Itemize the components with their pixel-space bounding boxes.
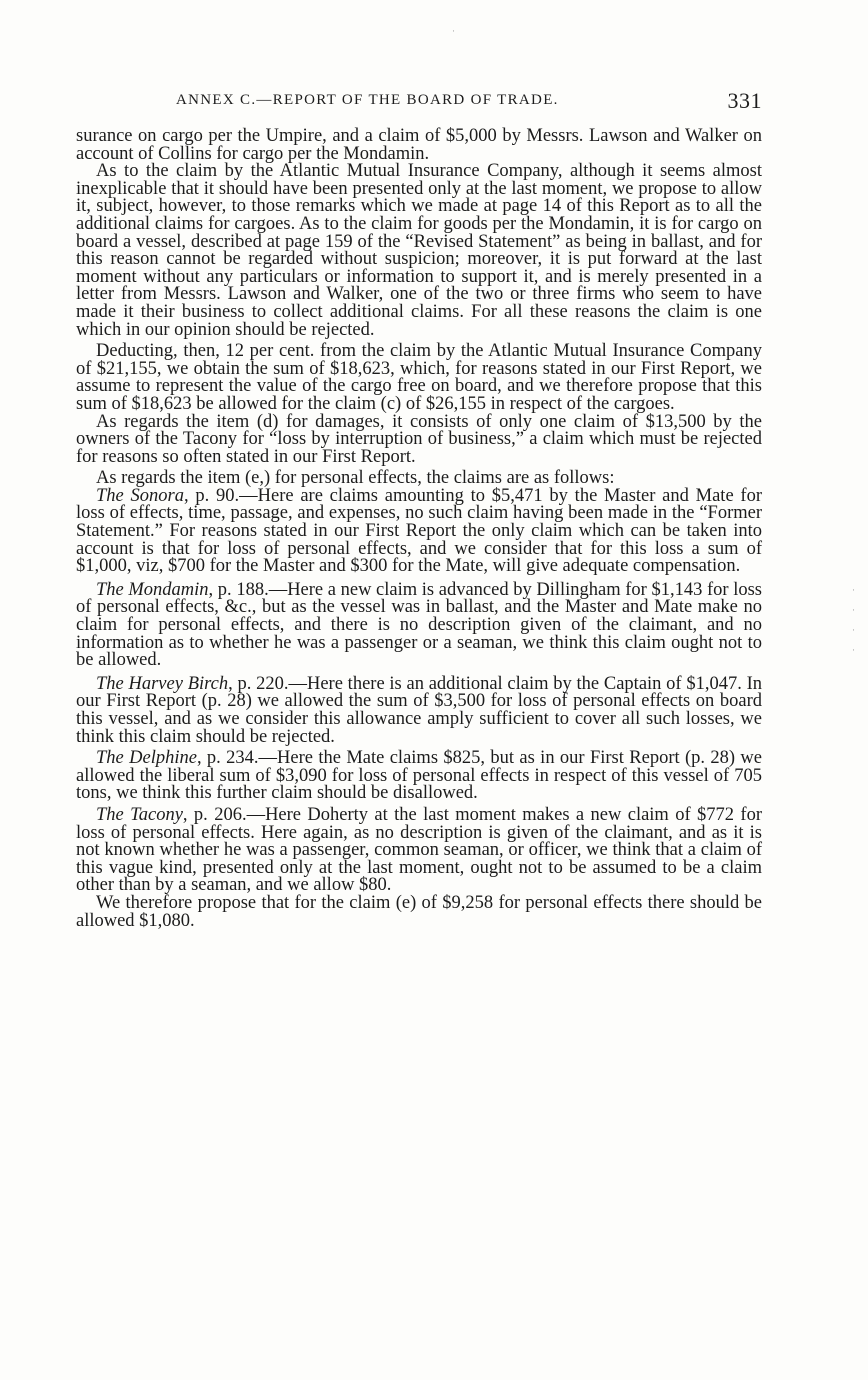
paragraph-text: , p. 188.—Here a new claim is advanced by Dillingham for $1,143 for loss of personal effects, &c., but as the vessel was in ballast, and the Master and Mate make no claim for personal effects, and there is no description given of the claimant, and no information as to whether he was a passenger or a seaman, we think this claim ought not to be allowed. <box>76 579 762 671</box>
paragraph <box>76 411 762 467</box>
paragraph <box>76 673 762 747</box>
running-head-title: ANNEX C.—REPORT OF THE BOARD OF TRADE. <box>176 92 559 108</box>
page-number: 331 <box>727 88 762 113</box>
running-head <box>76 88 766 120</box>
paragraph-text: As regards the item (e,) for personal effects, the claims are as follows: <box>96 468 615 489</box>
paragraph-lead: The Sonora <box>96 485 184 506</box>
paragraph-lead: The Delphine <box>96 748 197 769</box>
paragraph <box>76 128 762 163</box>
scan-speck: · <box>452 26 455 36</box>
paragraph-text: , p. 90.—Here are claims amounting to $5,471 by the Master and Mate for loss of effects, time, passage, and expenses, no such claim having been made in the “Former Statement.” For reasons stated in our First Report the only claim which can be taken into account is that for loss of personal effects, and we consider that for this loss a sum of $1,000, viz, $700 for the Master and $300 for the Mate, will give adequate compensation. <box>76 485 762 577</box>
paragraph <box>76 892 762 931</box>
paragraph <box>76 804 762 896</box>
paragraph-text: , p. 234.—Here the Mate claims $825, but as in our First Report (p. 28) we allowed the liberal sum of $3,090 for loss of personal effects in respect of this vessel of 705 tons, we think this further claim should be disallowed. <box>76 748 762 804</box>
paragraph <box>76 750 762 803</box>
paragraph <box>76 163 762 339</box>
paragraph-text: , p. 220.—Here there is an additional claim by the Captain of $1,047. In our First Report (p. 28) we allowed the sum of $3,500 for loss of personal effects on board this vessel, and as we consider this allowance amply sufficient to cover all such losses, we think this claim should be rejected. <box>76 673 762 747</box>
paragraph-text: surance on cargo per the Umpire, and a claim of $5,000 by Messrs. Lawson and Walker on account of Collins for cargo per the Mondamin. <box>76 126 762 164</box>
paragraph-lead: The Mondamin <box>96 579 209 600</box>
paragraph-text: We therefore propose that for the claim (e) of $9,258 for personal effects there should be allowed $1,080. <box>76 892 762 931</box>
body-text <box>76 128 762 930</box>
paragraph <box>76 343 762 413</box>
paragraph-text: As to the claim by the Atlantic Mutual Insurance Company, although it seems almost inexplicable that it should have been presented only at the last moment, we propose to allow it, subject, however, to those remarks which we made at page 14 of this Report as to all the additional claims for cargoes. As to the claim for goods per the Mondamin, it is for cargo on board a vessel, described at page 159 of the “Revised Statement” as being in ballast, and for this reason cannot be regarded without suspicion; moreover, it is put forward at the last moment without any particulars or information to support it, and is merely presented in a letter from Messrs. Lawson and Walker, one of the two or three firms who seem to have made it their business to collect additional claims. For all these reasons the claim is one which in our opinion should be rejected. <box>76 161 762 340</box>
paragraph <box>76 579 762 671</box>
paragraph <box>76 485 762 577</box>
scan-edge-marks: · · · · <box>852 585 855 655</box>
paragraph-text: As regards the item (d) for damages, it consists of only one claim of $13,500 by the owners of the Tacony for “loss by interruption of business,” a claim which must be rejected for reasons so often stated in our First Report. <box>76 411 762 467</box>
paragraph-text: Deducting, then, 12 per cent. from the claim by the Atlantic Mutual Insurance Company of $21,155, we obtain the sum of $18,623, which, for reasons stated in our First Report, we assume to represent the value of the cargo free on board, and we therefore propose that this sum of $18,623 be allowed for the claim (c) of $26,155 in respect of the cargoes. <box>76 341 762 414</box>
paragraph-lead: The Harvey Birch <box>96 673 229 694</box>
paragraph-lead: The Tacony <box>96 804 183 825</box>
paragraph-text: , p. 206.—Here Doherty at the last moment makes a new claim of $772 for loss of personal effects. Here again, as no description is given of the claimant, and as it is not known whether he was a passenger, common seaman, or officer, we think that a claim of this vague kind, presented only at the last moment, ought not to be assumed to be a claim other than by a seaman, and we allow $80. <box>76 804 762 896</box>
